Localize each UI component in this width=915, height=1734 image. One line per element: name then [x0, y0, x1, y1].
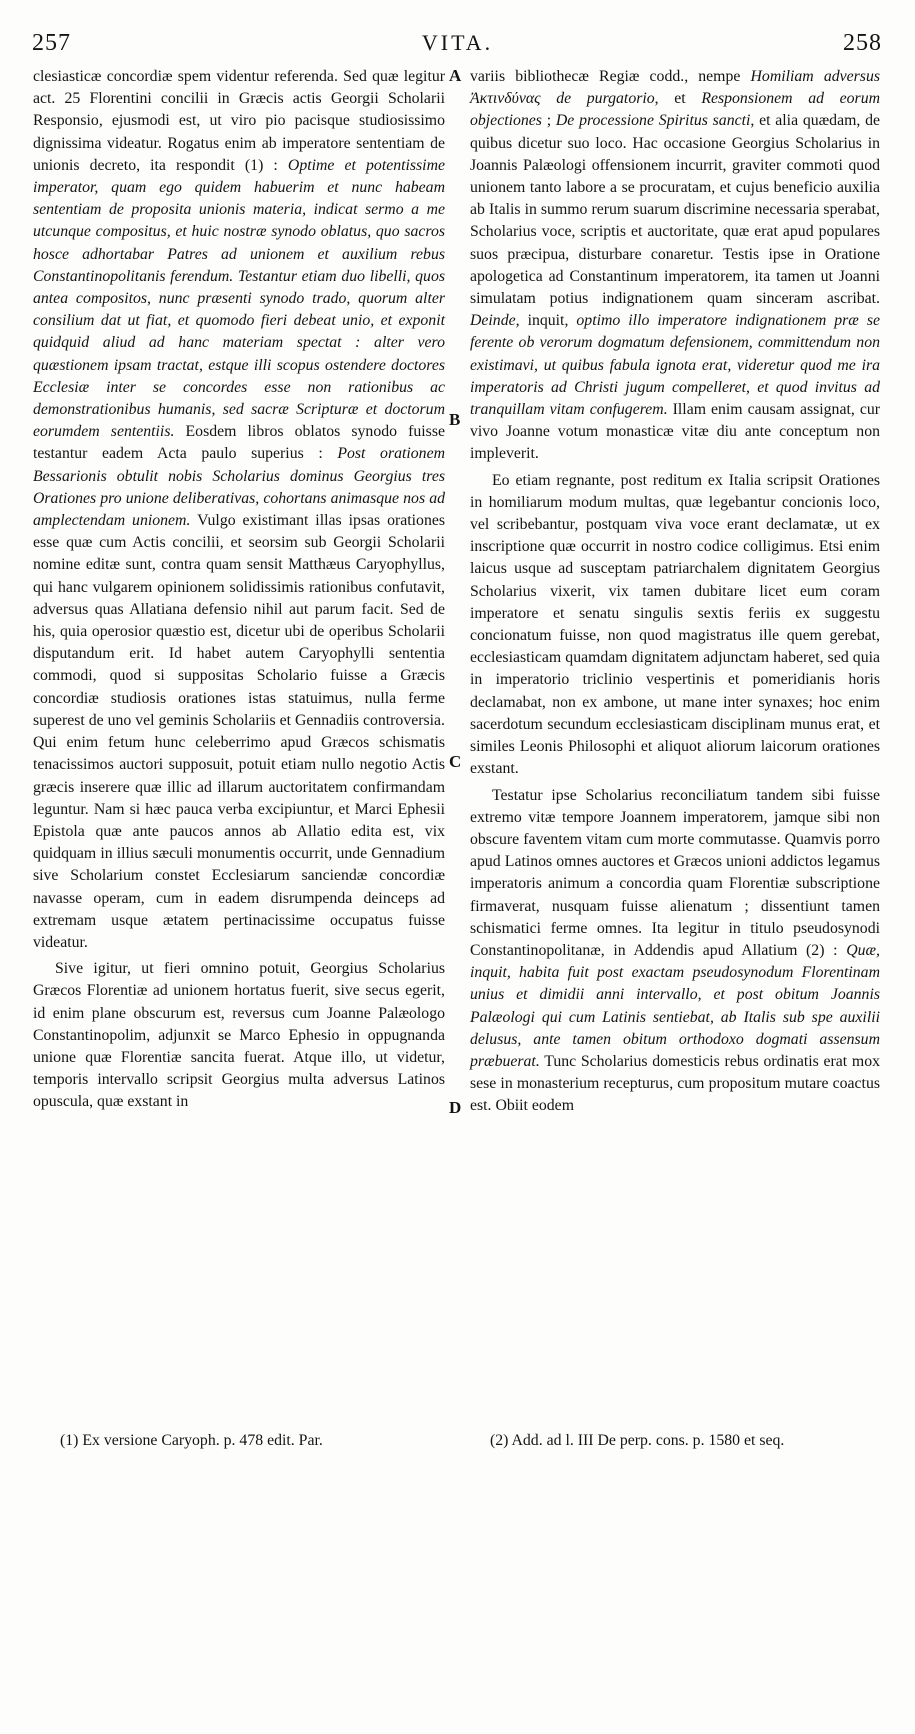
footnote-1: (1) Ex versione Caryoph. p. 478 edit. Par. — [60, 1432, 323, 1449]
margin-marker-c: C — [449, 752, 462, 771]
page-number-left: 257 — [32, 30, 71, 56]
footnote-2: (2) Add. ad l. III De perp. cons. p. 1580 et seq. — [490, 1432, 785, 1449]
left-paragraph-1: clesiasticæ concordiæ spem videntur referenda. Sed quæ legitur act. 25 Florentini concilii in Græcis actis Georgii Scholarii Responsio, ejusmodi est, ut viro pio pacisque studiosissimo dignissima videatur. Rogatus enim ab imperatore sententiam de unionis decreto, ita respondit (1) : Optime et potentissime imperator, quam ego quidem habuerim et nunc habeam sententiam de proposita unionis materia, indicat sermo a me utcunque compositus, et huic nostræ synodo oblatus, quo sacros hosce adhortabar Patres ad unionem et auxilium rebus Constantinopolitanis ferendum. Testantur etiam duo libelli, quos antea compositos, nunc præsenti synodo trado, quorum alter consilium dat ut fiat, et quomodo fieri debeat unio, et exponit quidquid aliud ad hanc materiam spectat : alter vero quæstionem ipsam tractat, estque illi scopus ostendere doctores Ecclesiæ inter se concordes esse non rationibus ac demonstrationibus humanis, sed sacræ Scripturæ et doctorum eorumdem sententiis. Eosdem libros oblatos synodo fuisse testantur eadem Acta paulo superius : Post orationem Bessarionis obtulit nobis Scholarius dominus Georgius tres Orationes pro unione deliberativas, cohortans animasque nos ad amplectendam unionem. Vulgo existimant illas ipsas orationes esse quæ cum Actis concilii, et seorsim sub Georgii Scholarii nomine editæ sunt, contra quam sensit Matthæus Caryophyllus, qui hanc vulgarem opinionem solidissimis rationibus confutavit, adversus quas Allatiana defensio nihil aut parum facit. Sed de his, quia operosior quæstio est, dicetur ubi de operibus Scholarii disputandum erit. Id habet autem Caryophylli sententia commodi, quod si suppositas Scholario fuisse a Græcis concordiæ studiosis orationes istas statuimus, nulla ferme superest de uno vel geminis Scholariis et Gennadiis controversia. Qui enim fetum hunc celeberrimo apud Græcos schismatis tenacissimos auctori supposuit, potuit etiam nullo negotio Actis græcis inserere quæ illic ad illarum auctoritatem confirmandam leguntur. Nam si hæc pauca verba excipiuntur, et Marci Ephesii Epistola quæ ante paucos annos ab Allatio edita est, vix quidquam in illius sæculi monumentis occurrit, unde Gennadium sive Scholarium constet Ecclesiarum sanciendæ concordiæ navasse operam, cum in eadem disrumpenda deinceps ad extremam usque ætatem pertinacissime occupatus fuisse videatur. — [33, 68, 446, 951]
right-paragraph-2: Eo etiam regnante, post reditum ex Italia scripsit Orationes in homiliarum modum multas, quæ legebantur concionis loco, vel scribebantur, postquam viva voce erant declamatæ, ut ex inscriptione quæ occurrit in nostro codice colligimus. Etsi enim laicus usque ad susceptam patriarchalem dignitatem Georgius Scholarius vixerit, vix tamen dubitare licet eum coram imperatore et senatu singulis sextis feriis ex suggestu concionatum fuisse, non quod magistratus ille quem gerebat, ecclesiasticam quamdam dignitatem adjunctam haberet, sed quia in imperatorio triclinio vespertinis et pomeridianis horis declamabat, non ex ambone, ut mane inter synaxes; hoc enim sacerdotum secundum ecclesiasticam disciplinam munus erat, et similes Leonis Philosophi et aliquot aliorum laicorum orationes exstant. — [470, 471, 880, 778]
running-head: VITA. — [421, 30, 494, 55]
margin-marker-a: A — [449, 66, 462, 85]
margin-marker-b: B — [449, 410, 461, 429]
page-number-right: 258 — [843, 30, 882, 56]
right-paragraph-1: variis bibliothecæ Regiæ codd., nempe Homiliam adversus Ἀκτινδύνας de purgatorio, et Responsionem ad eorum objectiones ; De processione Spiritus sancti, et alia quædam, de quibus dicetur suo loco. Hac occasione Georgius Scholarius in Joannis Palæologi offensionem incurrit, graviter commoti quod unionem tanto labore a se procuratam, et cujus beneficio auxilia ab Italis in summo rerum suarum discrimine necessaria sperabat, Scholarius voce, scriptis et auctoritate, quæ erat apud populares suos præcipua, disturbare conaretur. Testis ipse in Oratione apologetica ad Constantinum imperatorem, ita tamen ut Joanni simulatam potius indignationem quam sinceram ascribat. Deinde, inquit, optimo illo imperatore indignationem præ se ferente ob verorum dogmatum defensionem, committendum non existimavi, ut quibus fabula ignota erat, videretur quod me ira imperatoris ad Christi jugum compelleret, et quod invitus ad tranquillam vitam confugerem. Illam enim causam assignat, cur vivo Joanne votum monasticæ vitæ diu ante conceptum non impleverit. — [470, 68, 881, 463]
left-column — [33, 66, 445, 1734]
left-paragraph-2: Sive igitur, ut fieri omnino potuit, Georgius Scholarius Græcos Florentiæ ad unionem hortatus fuerit, sive secus egerit, id enim plane obscurum est, reversus cum Joanne Palæologo Constantinopolim, adjunxit se Marco Ephesio in oppugnanda unione quæ Florentiæ sancita fuerat. Atque illo, ut videtur, temporis intervallo scripsit Georgius multa adversus Latinos opuscula, quæ exstant in — [33, 960, 445, 1111]
right-paragraph-3: Testatur ipse Scholarius reconciliatum tandem sibi fuisse extremo vitæ tempore Joannem imperatorem, jamque sibi non obscure faventem vitam cum morte commutasse. Quamvis porro apud Latinos omnes auctores et Græcos unioni addictos legamus imperatoris animum a concordia quam Florentiæ subscriptione firmaverat, nusquam fuisse alienatum ; dissentiunt tamen schismatici ferme omnes. Ita legitur in titulo pseudosynodi Constantinopolitanæ, in Addendis apud Allatium (2) : Quæ, inquit, habita fuit post exactam pseudosynodum Florentinam unius et dimidii anni intervallo, et post obitum Joannis Palæologi qui cum Latinis sentiebat, ab Italis sub spe auxilii delusus, ante tamen obitum orthodoxo dogmati assensum præbuerat. Tunc Scholarius domesticis rebus ordinatis erat mox sese in monasterium recepturus, cum propositum mutare coactus est. Obiit eodem — [470, 786, 880, 1115]
right-column — [470, 66, 880, 1734]
margin-marker-d: D — [449, 1098, 462, 1117]
